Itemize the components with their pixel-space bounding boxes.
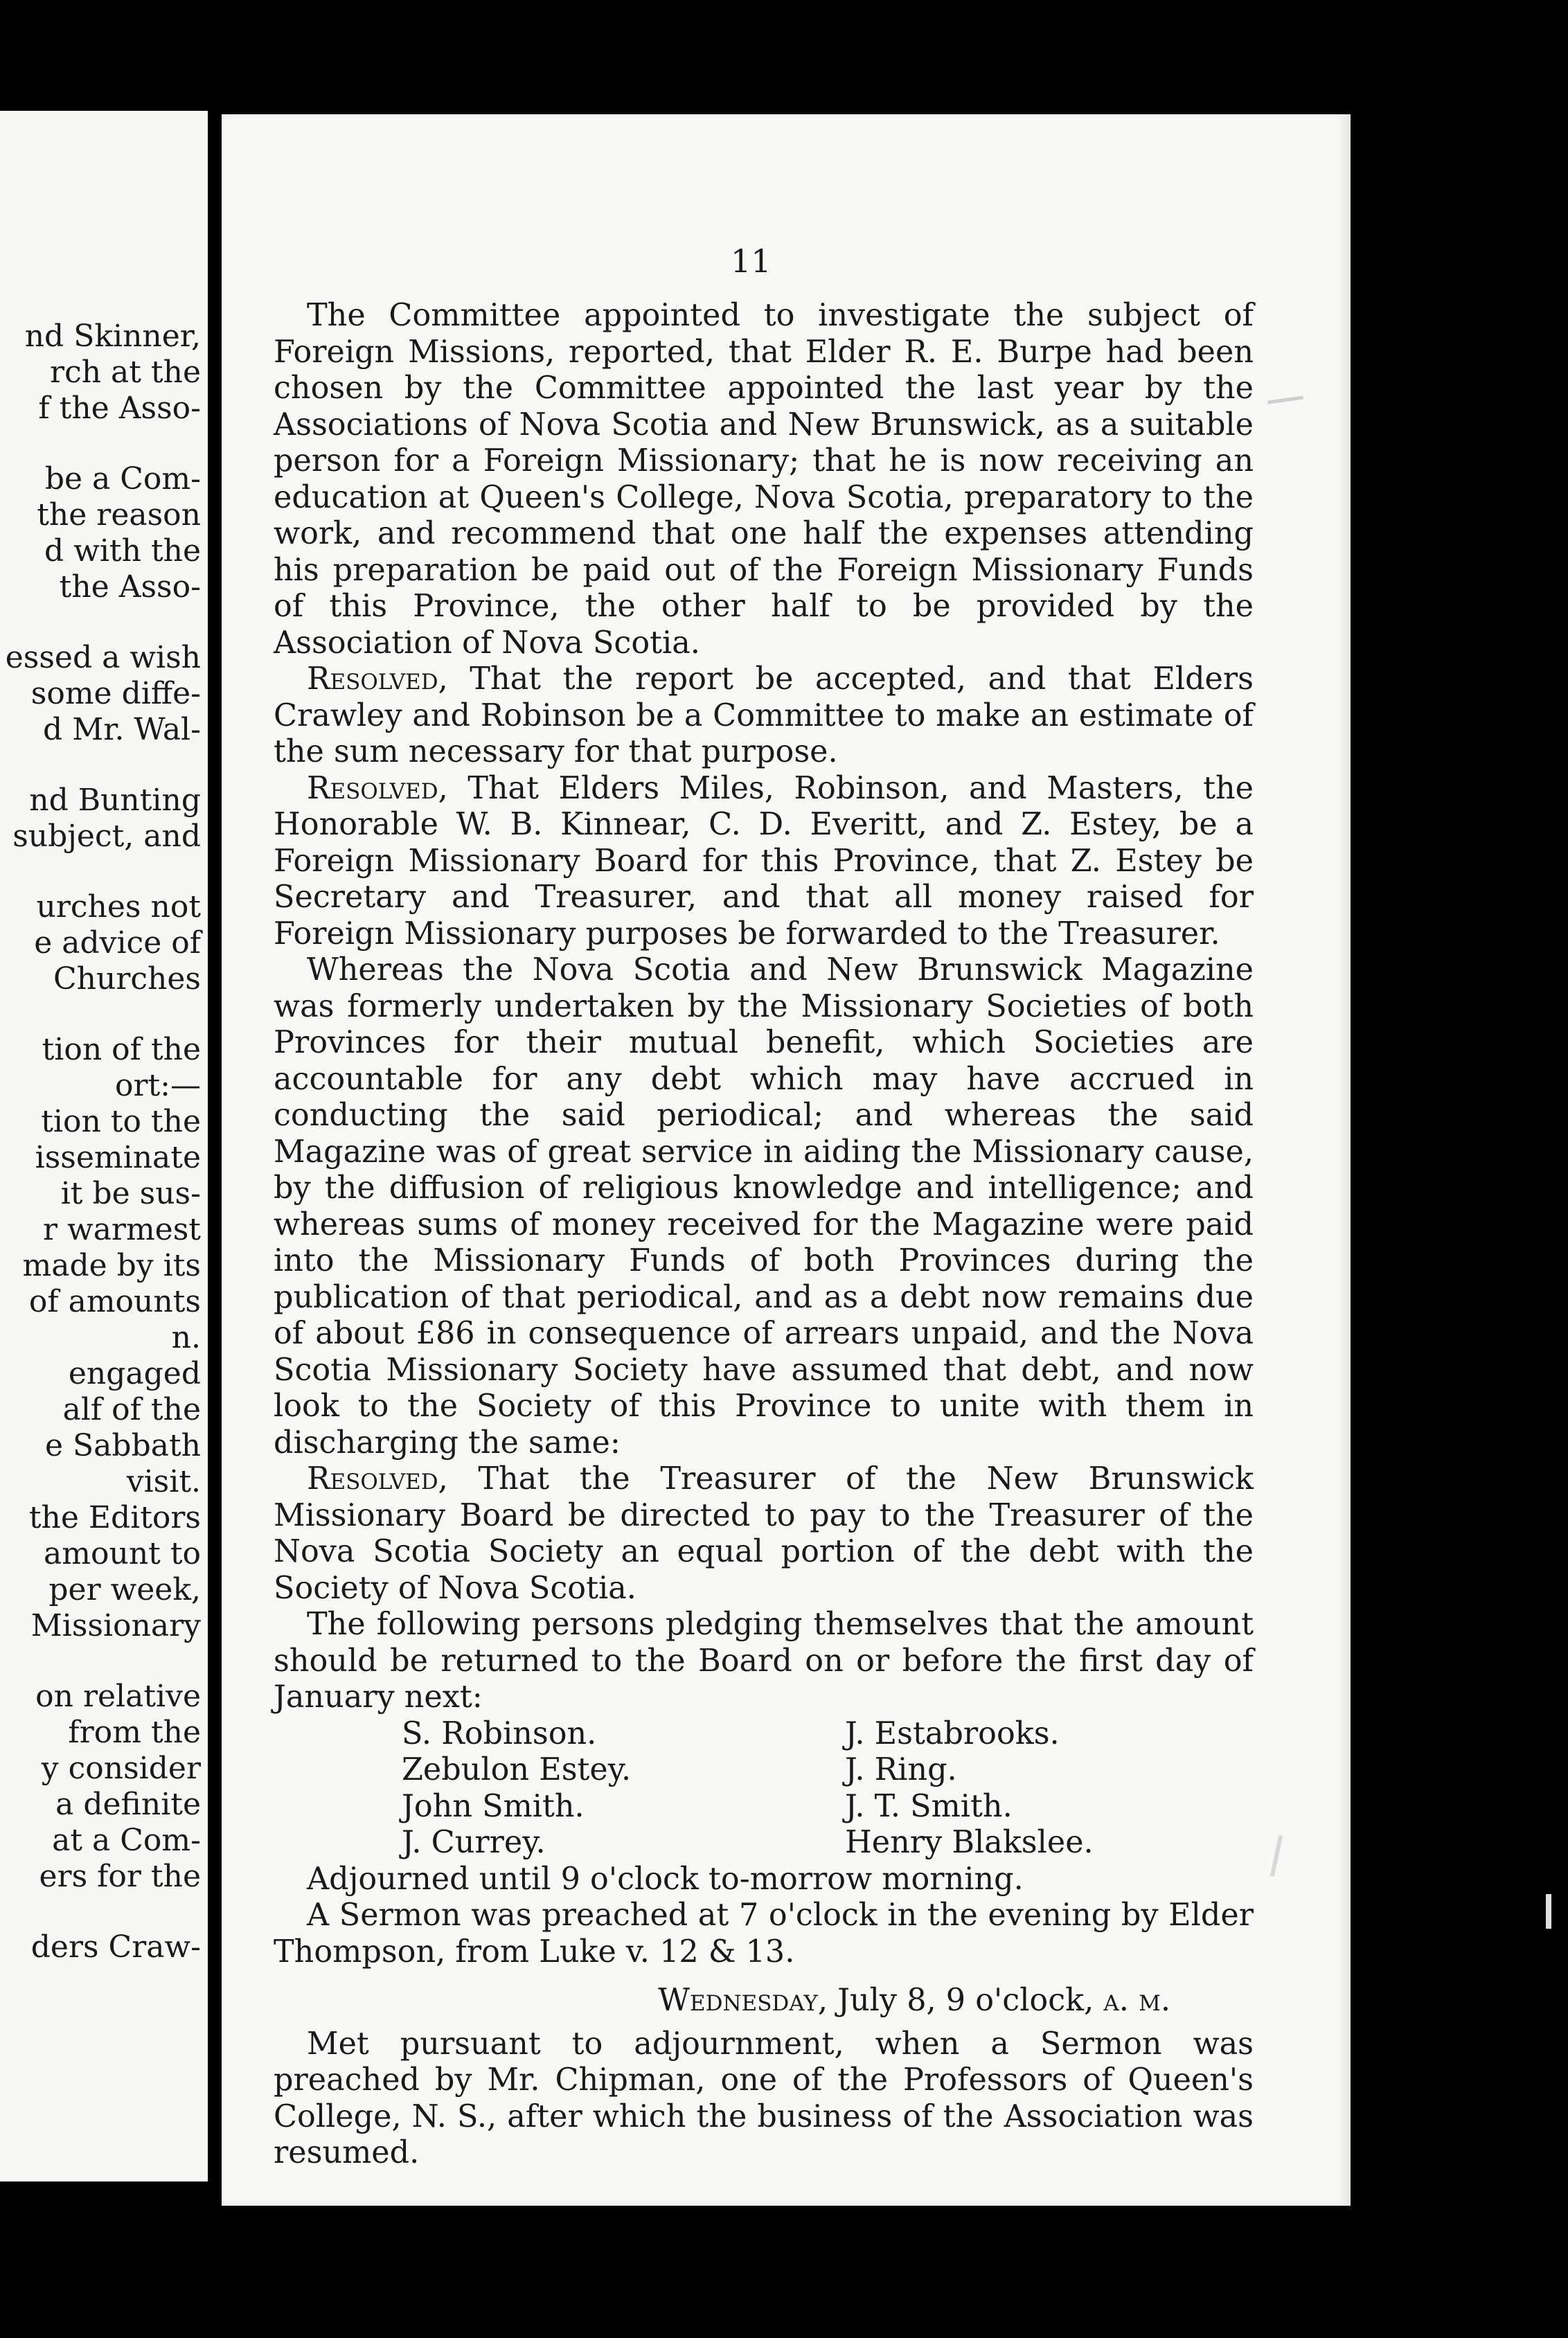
pledgers-list — [402, 1716, 1254, 1862]
left-page-line: d Mr. Wal- — [43, 712, 201, 747]
pledger-name: John Smith. — [402, 1788, 585, 1824]
left-page-line: Churches — [53, 961, 201, 997]
left-page-line: subject, and — [12, 819, 201, 854]
pledger-name: Zebulon Estey. — [402, 1752, 632, 1787]
resolved-lead: Resolved, — [307, 1461, 448, 1497]
left-page-line: visit. — [126, 1464, 201, 1499]
left-page-line: f the Asso- — [38, 391, 201, 426]
margin-mark — [1546, 1894, 1551, 1929]
left-page-line: amount to — [44, 1536, 201, 1571]
left-page-line: on relative — [35, 1679, 201, 1714]
adjourned-paragraph: Adjourned until 9 o'clock to-morrow morning. — [307, 1861, 1024, 1897]
left-page-fragment — [0, 111, 208, 2181]
committee-report-paragraph: The Committee appointed to investigate the subject of Foreign Missions, reported, that Elder R. E. Burpe had been chosen by the Committee appointed the last year by the Associations of Nova Scotia and New Brunswick, as a suitable person for a Foreign Missionary; that he is now receiving an education at Queen's College, Nova Scotia, preparatory to the work, and recommend that one half the expenses attending his preparation be paid out of the Foreign Missionary Funds of this Province, the other half to be provided by the Association of Nova Scotia. — [274, 298, 1254, 661]
whereas-paragraph: Whereas the Nova Scotia and New Brunswick Magazine was formerly undertaken by the Missionary Societies of both Provinces for their mutual benefit, which Societies are accountable for any debt which may have accrued in conducting the said periodical; and whereas the said Magazine was of great service in aiding the Missionary cause, by the diffusion of religious knowledge and intelligence; and whereas sums of money received for the Magazine were paid into the Missionary Funds of both Provinces during the publication of that periodical, and as a debt now remains due of about £86 in consequence of arrears unpaid, and the Nova Scotia Missionary Society have assumed that debt, and now look to the Society of this Province to unite with them in discharging the same: — [274, 952, 1254, 1461]
left-page-line: the Editors — [28, 1500, 201, 1535]
left-page-line: e advice of — [34, 925, 201, 961]
left-page-line: rch at the — [50, 355, 201, 390]
left-page-line: e Sabbath — [45, 1428, 201, 1463]
left-page-line: a definite — [55, 1787, 201, 1822]
left-page-line: nd Bunting — [29, 783, 201, 818]
dateline-meridiem: a. m. — [1103, 1983, 1170, 2018]
resolved-text: That Elders Miles, Robinson, and Masters, the Honorable W. B. Kinnear, C. D. Everitt, and Z. Estey, be a Foreign Missionary Board for this Province, that Z. Estey be Secretary and Treasurer, and that all money raised for Foreign Missionary purposes be forwarded to the Treasurer. — [274, 770, 1254, 952]
left-page-line: isseminate — [35, 1140, 201, 1175]
resolved-paragraph-3 — [274, 1461, 1254, 1607]
page-number: 11 — [731, 242, 772, 280]
resolved-paragraph-1 — [274, 661, 1254, 771]
left-page-line: the reason — [37, 497, 201, 533]
left-page-line: some diffe- — [30, 676, 201, 711]
resolved-lead: Resolved, — [307, 770, 448, 806]
left-page-line: per week, — [48, 1572, 201, 1607]
resolved-paragraph-2 — [274, 771, 1254, 953]
left-page-line: it be sus- — [60, 1176, 201, 1211]
left-page-line: tion of the — [42, 1032, 201, 1067]
left-page-line: ers for the — [39, 1859, 201, 1894]
left-page-line: at a Com- — [52, 1823, 201, 1858]
dateline-day: Wednesday — [658, 1983, 818, 2018]
pledger-name: J. Estabrooks. — [845, 1715, 1060, 1751]
resolved-text: That the Treasurer of the New Brunswick Missionary Board be directed to pay to the Treasurer of the Nova Scotia Society an equal portion of the debt with the Society of Nova Scotia. — [274, 1461, 1254, 1606]
pledger-name: Henry Blakslee. — [845, 1825, 1094, 1860]
left-page-line: urches not — [36, 889, 201, 925]
pledger-name: J. T. Smith. — [845, 1788, 1013, 1824]
closing-paragraph: Met pursuant to adjournment, when a Sermon was preached by Mr. Chipman, one of the Professors of Queen's College, N. S., after which the business of the Association was resumed. — [274, 2026, 1254, 2170]
left-page-line: alf of the — [62, 1392, 201, 1427]
left-page-line: the Asso- — [59, 569, 201, 605]
dateline — [274, 1983, 1170, 2019]
pledger-name: S. Robinson. — [402, 1715, 597, 1751]
left-page-line: made by its — [22, 1248, 201, 1283]
pledger-name: J. Ring. — [845, 1752, 957, 1787]
left-page-line: n. — [171, 1320, 201, 1355]
resolved-text: That the report be accepted, and that Elders Crawley and Robinson be a Committee to make an estimate of the sum necessary for that purpose. — [274, 661, 1254, 769]
page-text — [274, 298, 1254, 2172]
resolved-lead: Resolved, — [307, 661, 448, 697]
left-page-line: r warmest — [43, 1212, 201, 1247]
left-page-line: engaged — [68, 1356, 201, 1391]
left-page-line: nd Skinner, — [24, 319, 201, 354]
pledge-intro-paragraph: The following persons pledging themselves that the amount should be returned to the Board on or before the first day of January next: — [274, 1607, 1254, 1715]
left-page-line: essed a wish — [5, 640, 201, 675]
left-page-line: from the — [68, 1715, 201, 1750]
left-page-line: ders Craw- — [30, 1929, 201, 1965]
left-page-line: y consider — [41, 1751, 201, 1786]
left-page-line: d with the — [44, 533, 201, 569]
left-page-line: Missionary — [30, 1608, 201, 1643]
left-page-line: ort:— — [114, 1068, 201, 1103]
left-page-line: of amounts — [28, 1284, 201, 1319]
left-page-line: be a Com- — [44, 461, 201, 497]
left-page-line: tion to the — [41, 1104, 201, 1139]
sermon-paragraph: A Sermon was preached at 7 o'clock in the evening by Elder Thompson, from Luke v. 12 & 13. — [274, 1898, 1254, 1970]
pledger-name: J. Currey. — [402, 1825, 546, 1860]
dateline-rest: , July 8, 9 o'clock, — [817, 1983, 1104, 2018]
